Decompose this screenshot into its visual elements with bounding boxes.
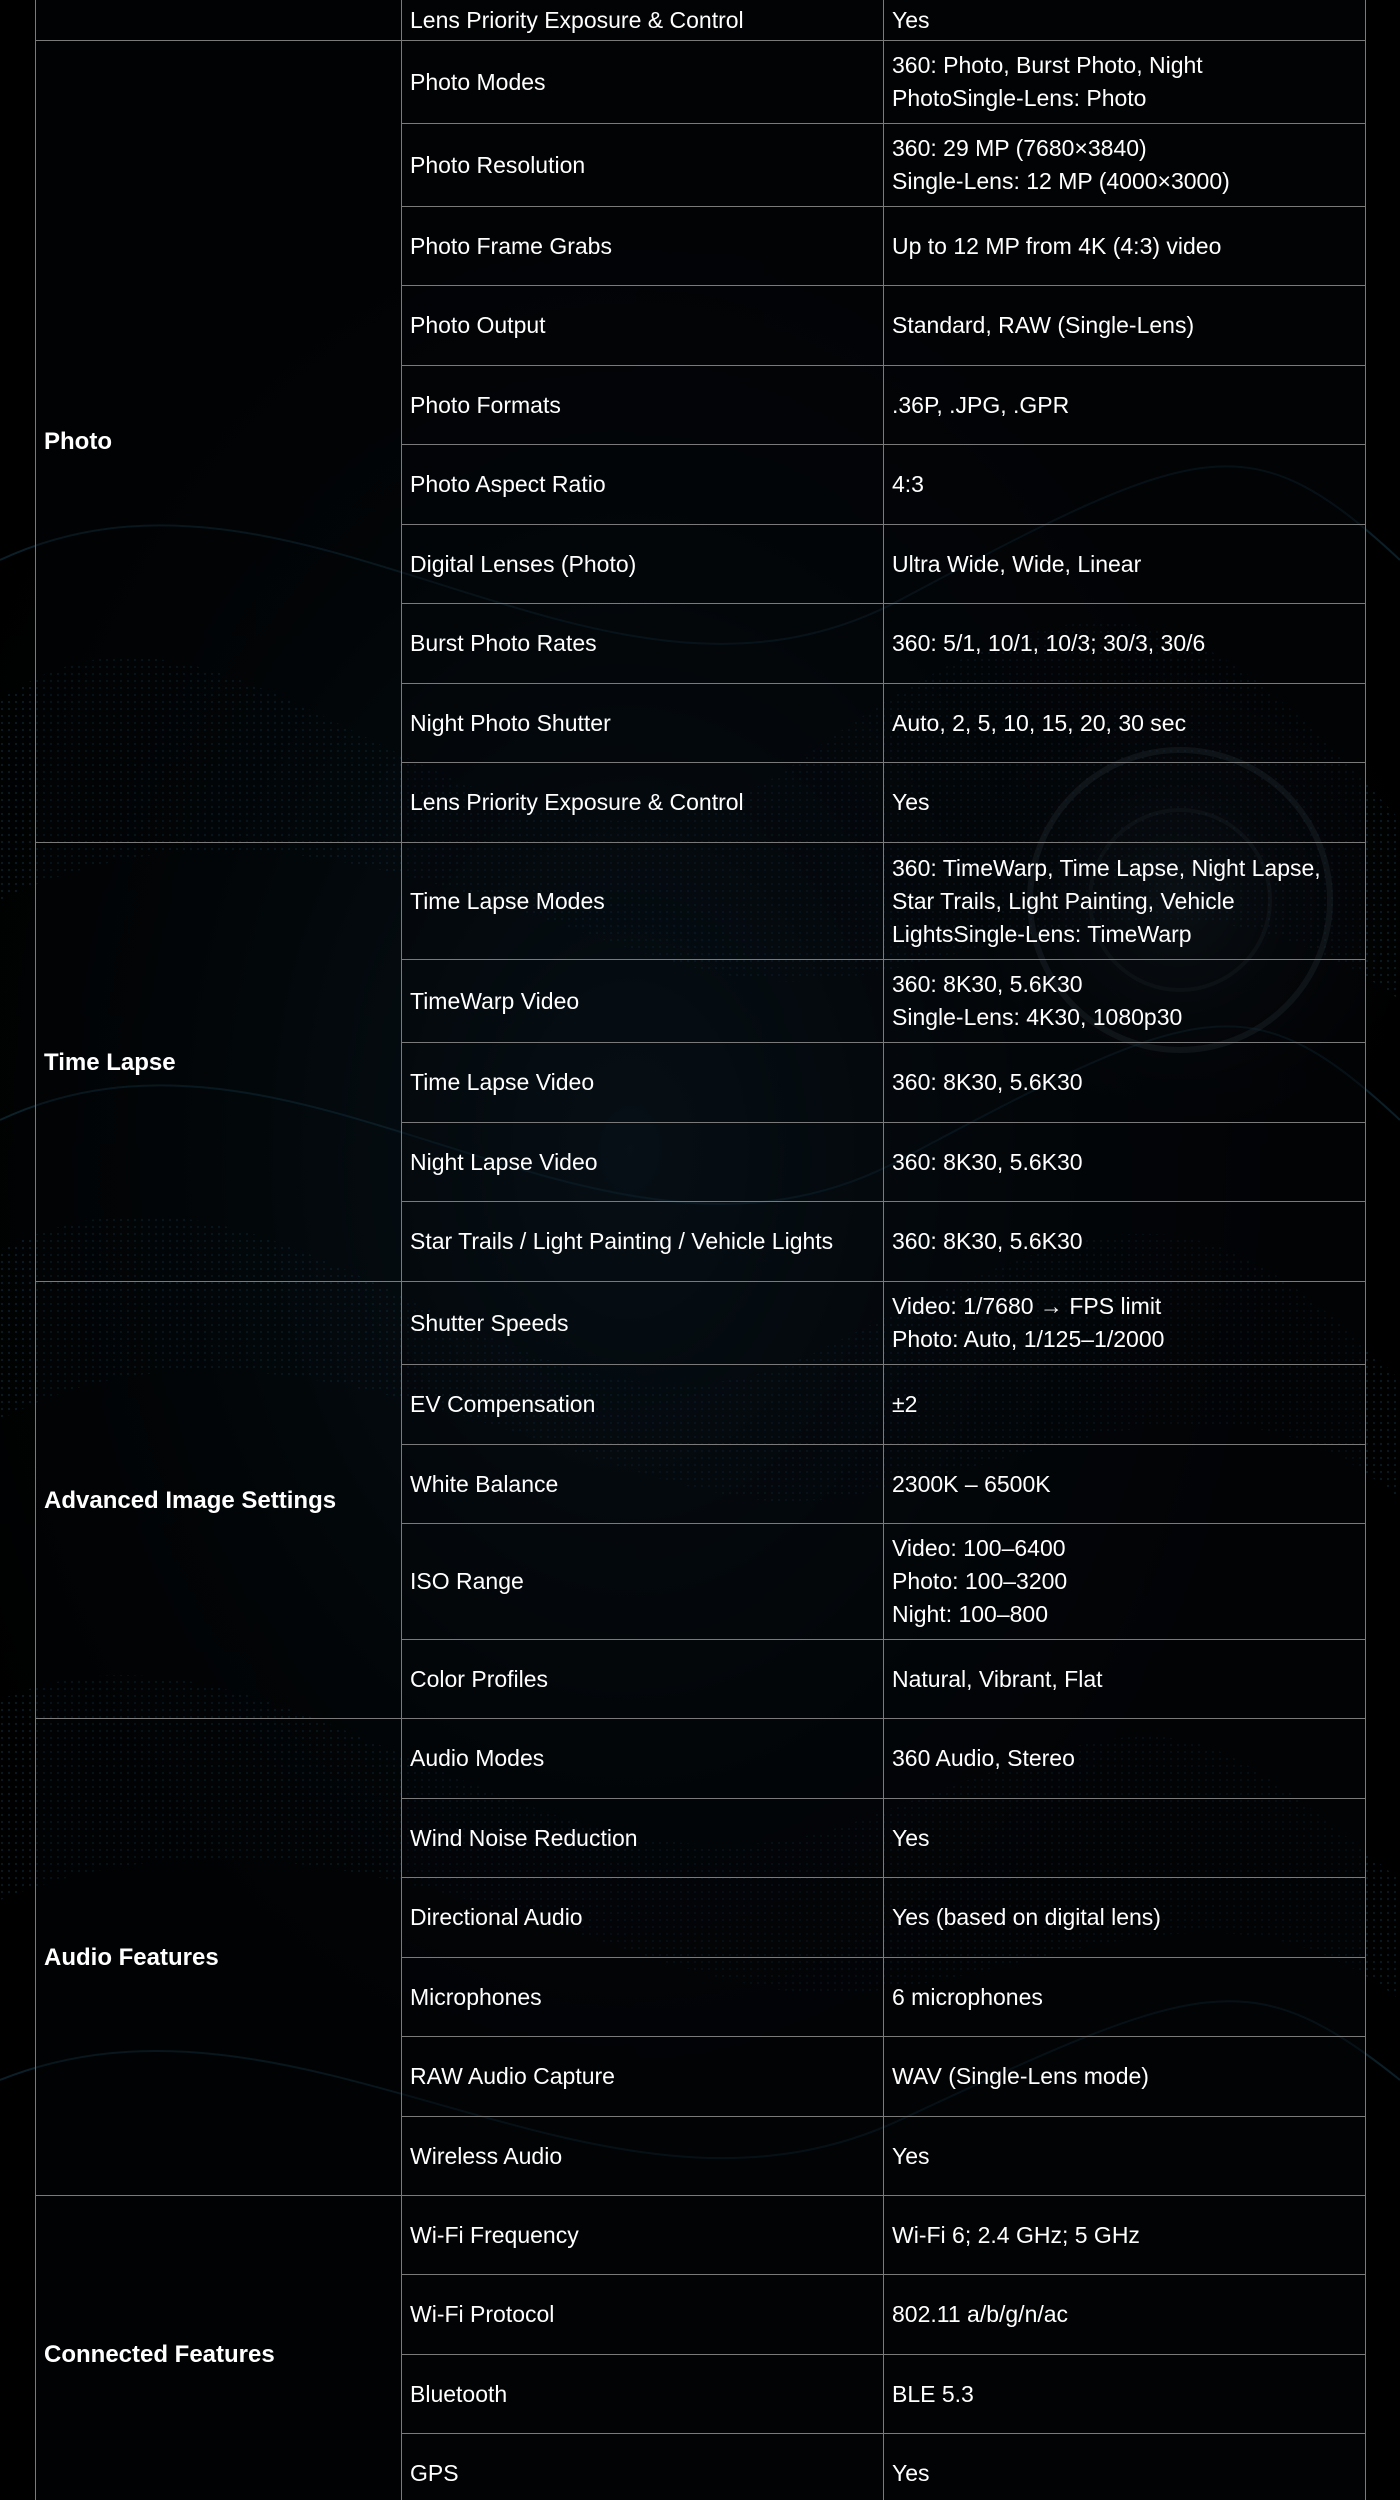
- value-line: Natural, Vibrant, Flat: [892, 1665, 1103, 1692]
- value-line: 360: 8K30, 5.6K30: [892, 971, 1083, 997]
- feature-cell: TimeWarp Video: [402, 960, 884, 1043]
- spec-row: [36, 2196, 1366, 2275]
- feature-cell: Time Lapse Video: [402, 1043, 884, 1123]
- value-line: Up to 12 MP from 4K (4:3) video: [892, 232, 1222, 259]
- value-line: Single-Lens: 4K30, 1080p30: [892, 1004, 1183, 1030]
- spec-row: [36, 1282, 1366, 1365]
- value-line: 360: 29 MP (7680×3840): [892, 135, 1147, 161]
- value-line: Single-Lens: 12 MP (4000×3000): [892, 168, 1230, 194]
- value-line: Photo: 100–3200: [892, 1568, 1068, 1594]
- value-line: Video: 1/7680 → FPS limit: [892, 1293, 1162, 1319]
- value-cell: [884, 445, 1366, 525]
- value-cell: [884, 525, 1366, 604]
- value-line: ±2: [892, 1391, 918, 1417]
- feature-cell: Photo Modes: [402, 41, 884, 124]
- category-cell: Audio Features: [36, 1719, 402, 2196]
- value-cell: [884, 843, 1366, 960]
- spec-table-body: [36, 0, 1366, 2500]
- value-line: Auto, 2, 5, 10, 15, 20, 30 sec: [892, 709, 1187, 736]
- value-line: 802.11 a/b/g/n/ac: [892, 2301, 1069, 2327]
- feature-cell: White Balance: [402, 1445, 884, 1524]
- value-line: Standard, RAW (Single-Lens): [892, 312, 1195, 338]
- value-cell: [884, 2355, 1366, 2434]
- feature-cell: Photo Frame Grabs: [402, 207, 884, 286]
- value-cell: [884, 684, 1366, 763]
- value-cell: [884, 1958, 1366, 2037]
- value-cell: [884, 2196, 1366, 2275]
- spec-row: [36, 41, 1366, 124]
- value-line: Ultra Wide, Wide, Linear: [892, 550, 1142, 577]
- value-cell: [884, 1878, 1366, 1958]
- value-cell: [884, 960, 1366, 1043]
- feature-cell: Photo Formats: [402, 366, 884, 445]
- category-cell: [36, 0, 402, 41]
- value-line: LightsSingle-Lens: TimeWarp: [892, 920, 1192, 947]
- value-line: Wi-Fi 6; 2.4 GHz; 5 GHz: [892, 2221, 1140, 2248]
- value-cell: [884, 2037, 1366, 2117]
- feature-cell: Lens Priority Exposure & Control: [402, 0, 884, 41]
- value-line: Yes: [892, 6, 930, 33]
- value-cell: [884, 2434, 1366, 2500]
- category-cell: Advanced Image Settings: [36, 1282, 402, 1719]
- feature-cell: Star Trails / Light Painting / Vehicle Lights: [402, 1202, 884, 1282]
- value-line: BLE 5.3: [892, 2380, 974, 2407]
- feature-cell: Audio Modes: [402, 1719, 884, 1799]
- value-line: Night: 100–800: [892, 1601, 1049, 1627]
- feature-cell: Microphones: [402, 1958, 884, 2037]
- value-line: 2300K – 6500K: [892, 1470, 1051, 1497]
- value-line: 4:3: [892, 471, 924, 497]
- value-line: Yes (based on digital lens): [892, 1904, 1161, 1930]
- value-line: 6 microphones: [892, 1983, 1043, 2010]
- value-cell: [884, 1640, 1366, 1719]
- value-cell: [884, 1202, 1366, 1282]
- feature-cell: Night Lapse Video: [402, 1123, 884, 1202]
- feature-cell: Digital Lenses (Photo): [402, 525, 884, 604]
- feature-cell: Wi-Fi Frequency: [402, 2196, 884, 2275]
- feature-cell: GPS: [402, 2434, 884, 2500]
- feature-cell: RAW Audio Capture: [402, 2037, 884, 2117]
- value-line: Yes: [892, 2142, 930, 2169]
- value-line: Yes: [892, 1824, 930, 1851]
- feature-cell: Wind Noise Reduction: [402, 1799, 884, 1878]
- category-cell: Connected Features: [36, 2196, 402, 2500]
- value-cell: [884, 1043, 1366, 1123]
- category-cell: Time Lapse: [36, 843, 402, 1282]
- feature-cell: Photo Output: [402, 286, 884, 366]
- value-line: 360: 8K30, 5.6K30: [892, 1069, 1083, 1095]
- value-line: Star Trails, Light Painting, Vehicle: [892, 887, 1235, 914]
- value-cell: [884, 2275, 1366, 2355]
- feature-cell: EV Compensation: [402, 1365, 884, 1445]
- value-cell: [884, 2117, 1366, 2196]
- feature-cell: Lens Priority Exposure & Control: [402, 763, 884, 843]
- value-cell: [884, 286, 1366, 366]
- feature-cell: Night Photo Shutter: [402, 684, 884, 763]
- spec-row: [36, 843, 1366, 960]
- feature-cell: Color Profiles: [402, 1640, 884, 1719]
- feature-cell: Wi-Fi Protocol: [402, 2275, 884, 2355]
- value-cell: [884, 207, 1366, 286]
- value-line: PhotoSingle-Lens: Photo: [892, 85, 1147, 111]
- value-cell: [884, 604, 1366, 684]
- value-cell: [884, 1365, 1366, 1445]
- value-line: Video: 100–6400: [892, 1535, 1066, 1561]
- value-line: WAV (Single-Lens mode): [892, 2063, 1149, 2089]
- feature-cell: Photo Resolution: [402, 124, 884, 207]
- value-cell: [884, 763, 1366, 843]
- value-cell: [884, 124, 1366, 207]
- feature-cell: Directional Audio: [402, 1878, 884, 1958]
- category-cell: Photo: [36, 41, 402, 843]
- value-line: Yes: [892, 789, 930, 815]
- value-line: 360: Photo, Burst Photo, Night: [892, 52, 1203, 78]
- feature-cell: Photo Aspect Ratio: [402, 445, 884, 525]
- spec-table: [35, 0, 1366, 2500]
- feature-cell: Wireless Audio: [402, 2117, 884, 2196]
- feature-cell: Bluetooth: [402, 2355, 884, 2434]
- value-line: 360: 8K30, 5.6K30: [892, 1148, 1083, 1175]
- value-cell: [884, 41, 1366, 124]
- value-cell: [884, 0, 1366, 41]
- value-line: 360: 5/1, 10/1, 10/3; 30/3, 30/6: [892, 630, 1206, 656]
- value-line: Yes: [892, 2459, 930, 2486]
- value-line: 360 Audio, Stereo: [892, 1745, 1075, 1771]
- spec-row: [36, 1719, 1366, 1799]
- value-cell: [884, 1123, 1366, 1202]
- spec-row: [36, 0, 1366, 41]
- value-cell: [884, 366, 1366, 445]
- value-line: .36P, .JPG, .GPR: [892, 391, 1070, 418]
- feature-cell: Shutter Speeds: [402, 1282, 884, 1365]
- value-line: 360: TimeWarp, Time Lapse, Night Lapse,: [892, 854, 1321, 881]
- value-cell: [884, 1282, 1366, 1365]
- spec-page: [35, 0, 1365, 2500]
- value-cell: [884, 1524, 1366, 1640]
- value-cell: [884, 1799, 1366, 1878]
- value-cell: [884, 1445, 1366, 1524]
- value-cell: [884, 1719, 1366, 1799]
- feature-cell: ISO Range: [402, 1524, 884, 1640]
- feature-cell: Time Lapse Modes: [402, 843, 884, 960]
- value-line: 360: 8K30, 5.6K30: [892, 1228, 1083, 1254]
- feature-cell: Burst Photo Rates: [402, 604, 884, 684]
- value-line: Photo: Auto, 1/125–1/2000: [892, 1326, 1165, 1352]
